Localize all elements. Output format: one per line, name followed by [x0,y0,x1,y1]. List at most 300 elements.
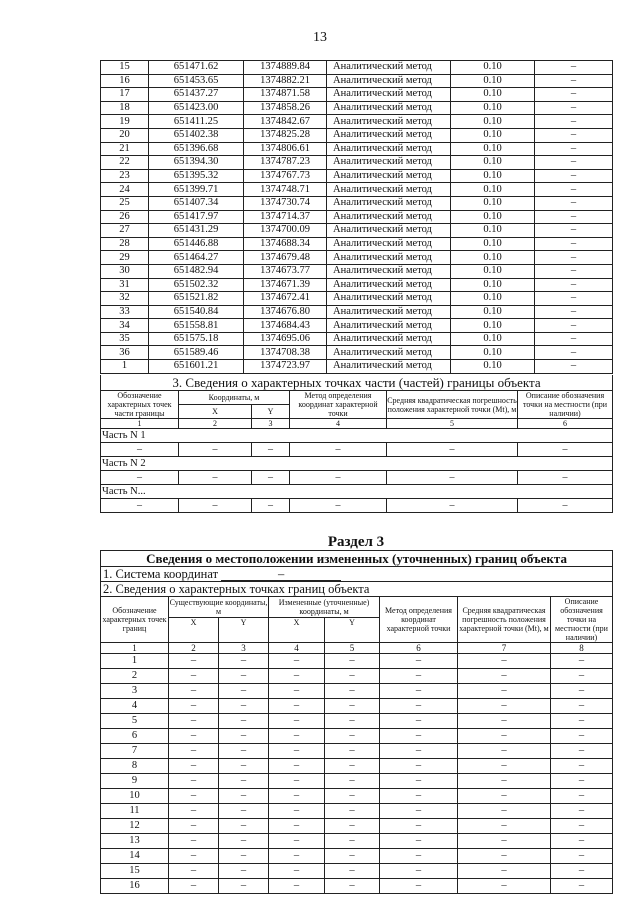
coordinate-row [101,169,613,183]
header-method: Метод определения координат характерной точки [380,597,458,643]
method: Аналитический метод [327,142,451,156]
description: – [535,196,613,210]
boundary-point-row [101,849,613,864]
coord-y: 1374767.73 [244,169,327,183]
description: – [535,128,613,142]
coordinate-row [101,156,613,170]
point-number: 5 [101,714,169,729]
boundary-point-row [101,699,613,714]
coordinate-row [101,196,613,210]
point-number: 29 [101,251,149,265]
point-number: 25 [101,196,149,210]
dash-cell: – [169,819,219,834]
dash-cell: – [551,729,613,744]
dash-cell: – [169,654,219,669]
coordinate-row [101,251,613,265]
col-num: 2 [169,643,219,654]
dash-cell: – [169,834,219,849]
method: Аналитический метод [327,319,451,333]
coordinate-row [101,224,613,238]
dash-cell: – [269,789,325,804]
header-point: Обозначение характерных точек границ [101,597,169,643]
dash-cell: – [380,729,458,744]
part-label: Часть N 2 [101,457,613,471]
coord-x: 651394.30 [149,156,244,170]
method: Аналитический метод [327,101,451,115]
point-number: 36 [101,346,149,360]
dash-cell: – [290,499,387,513]
coord-x: 651471.62 [149,61,244,75]
description: – [535,74,613,88]
coord-y: 1374714.37 [244,210,327,224]
coord-x: 651417.97 [149,210,244,224]
dash-cell: – [169,714,219,729]
header-x: X [169,618,219,643]
description: – [535,142,613,156]
dash-cell: – [325,789,380,804]
point-number: 30 [101,264,149,278]
dash-cell: – [269,804,325,819]
coord-y: 1374679.48 [244,251,327,265]
dash-cell: – [219,804,269,819]
coord-x: 651437.27 [149,88,244,102]
dash-cell: – [380,879,458,894]
dash-cell: – [551,819,613,834]
dash-cell: – [219,789,269,804]
coordinate-row [101,88,613,102]
coord-x: 651431.29 [149,224,244,238]
dash-cell: – [551,774,613,789]
dash-cell: – [551,654,613,669]
dash-cell: – [325,834,380,849]
col-num: 4 [290,419,387,429]
point-number: 16 [101,74,149,88]
boundary-point-row [101,819,613,834]
point-number: 15 [101,864,169,879]
dash-cell: – [325,774,380,789]
dash-cell: – [458,669,551,684]
dash-cell: – [380,864,458,879]
boundary-point-row [101,879,613,894]
error: 0.10 [451,156,535,170]
boundary-point-row [101,759,613,774]
dash-cell: – [219,819,269,834]
dash-cell: – [380,744,458,759]
coordinate-row [101,264,613,278]
coord-y: 1374672.41 [244,292,327,306]
coord-y: 1374748.71 [244,183,327,197]
dash-cell: – [169,774,219,789]
coord-x: 651396.68 [149,142,244,156]
method: Аналитический метод [327,61,451,75]
point-number: 26 [101,210,149,224]
col-num: 2 [179,419,252,429]
coordinate-row [101,360,613,374]
boundary-point-row [101,714,613,729]
method: Аналитический метод [327,74,451,88]
coord-y: 1374842.67 [244,115,327,129]
coordinate-system-label: 1. Система координат [103,567,219,581]
description: – [535,305,613,319]
description: – [535,115,613,129]
dash-cell: – [458,879,551,894]
dash-cell: – [269,759,325,774]
dash-cell: – [219,729,269,744]
coordinate-row [101,142,613,156]
dash-cell: – [169,729,219,744]
dash-cell: – [387,471,518,485]
error: 0.10 [451,332,535,346]
dash-cell: – [380,819,458,834]
col-num: 1 [101,643,169,654]
error: 0.10 [451,142,535,156]
dash-cell: – [269,819,325,834]
dash-cell: – [219,714,269,729]
error: 0.10 [451,61,535,75]
point-number: 1 [101,360,149,374]
error: 0.10 [451,264,535,278]
dash-cell: – [169,669,219,684]
point-number: 20 [101,128,149,142]
dash-cell: – [101,499,179,513]
dash-cell: – [269,774,325,789]
error: 0.10 [451,360,535,374]
header-y: Y [325,618,380,643]
dash-cell: – [269,684,325,699]
point-number: 4 [101,699,169,714]
col-num: 6 [380,643,458,654]
coord-x: 651402.38 [149,128,244,142]
error: 0.10 [451,169,535,183]
error: 0.10 [451,183,535,197]
boundary-point-row [101,729,613,744]
dash-cell: – [169,849,219,864]
dash-cell: – [325,654,380,669]
coord-y: 1374871.58 [244,88,327,102]
dash-cell: – [551,759,613,774]
dash-cell: – [380,804,458,819]
coord-x: 651423.00 [149,101,244,115]
description: – [535,156,613,170]
point-number: 19 [101,115,149,129]
dash-cell: – [387,443,518,457]
description: – [535,319,613,333]
dash-cell: – [269,834,325,849]
coordinate-row [101,237,613,251]
boundary-point-row [101,804,613,819]
changed-boundaries-table [100,550,613,894]
error: 0.10 [451,88,535,102]
boundary-point-row [101,789,613,804]
coord-y: 1374730.74 [244,196,327,210]
dash-cell: – [458,804,551,819]
dash-cell: – [252,471,290,485]
dash-cell: – [551,804,613,819]
header-existing: Существующие координаты, м [169,598,268,616]
coord-x: 651558.81 [149,319,244,333]
method: Аналитический метод [327,169,451,183]
coordinate-row [101,115,613,129]
description: – [535,224,613,238]
dash-cell: – [325,714,380,729]
dash-cell: – [518,499,613,513]
coord-x: 651575.18 [149,332,244,346]
dash-cell: – [458,849,551,864]
dash-cell: – [380,849,458,864]
method: Аналитический метод [327,332,451,346]
dash-cell: – [380,789,458,804]
header-point: Обозначение характерных точек части границы [101,391,179,419]
dash-cell: – [325,879,380,894]
dash-cell: – [551,834,613,849]
dash-cell: – [551,744,613,759]
dash-cell: – [518,471,613,485]
dash-cell: – [269,864,325,879]
point-number: 24 [101,183,149,197]
point-number: 8 [101,759,169,774]
point-number: 23 [101,169,149,183]
section-2-title: 2. Сведения о характерных точках границ объекта [101,582,613,597]
boundary-point-row [101,654,613,669]
dash-cell: – [458,654,551,669]
header-y: Y [252,405,290,419]
col-num: 5 [387,419,518,429]
col-num: 6 [518,419,613,429]
boundary-point-row [101,864,613,879]
point-number: 9 [101,774,169,789]
error: 0.10 [451,305,535,319]
dash-cell: – [269,654,325,669]
dash-cell: – [219,669,269,684]
dash-cell: – [269,879,325,894]
dash-cell: – [518,443,613,457]
point-number: 3 [101,684,169,699]
dash-cell: – [219,879,269,894]
col-num: 4 [269,643,325,654]
dash-cell: – [269,729,325,744]
dash-cell: – [380,699,458,714]
error: 0.10 [451,224,535,238]
dash-cell: – [169,759,219,774]
coord-y: 1374708.38 [244,346,327,360]
dash-cell: – [380,774,458,789]
coord-y: 1374676.80 [244,305,327,319]
description: – [535,264,613,278]
dash-cell: – [325,759,380,774]
dash-cell: – [219,759,269,774]
coord-x: 651601.21 [149,360,244,374]
dash-cell: – [169,879,219,894]
method: Аналитический метод [327,156,451,170]
point-number: 1 [101,654,169,669]
dash-cell: – [219,684,269,699]
page-number: 13 [313,30,327,45]
error: 0.10 [451,237,535,251]
coordinate-row [101,292,613,306]
razdel-title: Сведения о местоположении измененных (уточненных) границ объекта [101,551,613,567]
coord-x: 651502.32 [149,278,244,292]
coord-x: 651453.65 [149,74,244,88]
dash-cell: – [458,744,551,759]
dash-cell: – [325,684,380,699]
dash-cell: – [179,499,252,513]
coord-x: 651411.25 [149,115,244,129]
col-num: 3 [219,643,269,654]
error: 0.10 [451,101,535,115]
method: Аналитический метод [327,305,451,319]
dash-cell: – [169,789,219,804]
point-number: 11 [101,804,169,819]
dash-cell: – [551,849,613,864]
dash-cell: – [169,804,219,819]
method: Аналитический метод [327,292,451,306]
method: Аналитический метод [327,128,451,142]
coord-x: 651407.34 [149,196,244,210]
coord-x: 651464.27 [149,251,244,265]
method: Аналитический метод [327,264,451,278]
coord-x: 651589.46 [149,346,244,360]
coordinate-row [101,332,613,346]
point-number: 2 [101,669,169,684]
point-number: 12 [101,819,169,834]
dash-cell: – [269,699,325,714]
dash-cell: – [219,864,269,879]
coordinate-row [101,74,613,88]
description: – [535,278,613,292]
dash-cell: – [458,774,551,789]
boundary-point-row [101,774,613,789]
header-x: X [179,405,252,419]
header-error: Средняя квадратическая погрешность положения характерной точки (Mt), м [387,391,518,419]
dash-cell: – [387,499,518,513]
coordinate-row [101,319,613,333]
coordinate-system [101,567,613,582]
method: Аналитический метод [327,278,451,292]
header-desc: Описание обозначения точки на местности (при наличии) [551,597,613,643]
dash-cell: – [380,759,458,774]
coord-y: 1374858.26 [244,101,327,115]
error: 0.10 [451,346,535,360]
coord-y: 1374787.23 [244,156,327,170]
dash-cell: – [179,471,252,485]
dash-cell: – [325,744,380,759]
part-label: Часть N 1 [101,429,613,443]
header-changed: Измененные (уточненные) координаты, м [269,597,380,618]
header-x: X [269,618,325,643]
coord-x: 651521.82 [149,292,244,306]
coordinate-row [101,101,613,115]
dash-cell: – [169,744,219,759]
point-number: 18 [101,101,149,115]
coordinate-row [101,346,613,360]
dash-cell: – [219,654,269,669]
coord-y: 1374825.28 [244,128,327,142]
coordinate-row [101,61,613,75]
coordinate-row [101,278,613,292]
dash-cell: – [252,443,290,457]
coord-y: 1374695.06 [244,332,327,346]
dash-cell: – [458,864,551,879]
dash-cell: – [219,744,269,759]
dash-cell: – [290,471,387,485]
dash-cell: – [458,759,551,774]
error: 0.10 [451,196,535,210]
dash-cell: – [179,443,252,457]
part-label: Часть N... [101,485,613,499]
section-title: 3. Сведения о характерных точках части (частей) границы объекта [101,375,613,391]
coordinate-row [101,128,613,142]
error: 0.10 [451,128,535,142]
method: Аналитический метод [327,183,451,197]
dash-cell: – [380,834,458,849]
dash-cell: – [325,849,380,864]
method: Аналитический метод [327,224,451,238]
dash-cell: – [551,789,613,804]
boundary-point-row [101,834,613,849]
description: – [535,360,613,374]
point-number: 28 [101,237,149,251]
point-number: 21 [101,142,149,156]
dash-cell: – [458,699,551,714]
dash-cell: – [325,804,380,819]
dash-cell: – [551,669,613,684]
dash-cell: – [380,684,458,699]
description: – [535,210,613,224]
dash-cell: – [269,744,325,759]
col-num: 1 [101,419,179,429]
error: 0.10 [451,251,535,265]
dash-cell: – [219,834,269,849]
dash-cell: – [551,714,613,729]
description: – [535,88,613,102]
boundary-point-row [101,684,613,699]
coord-x: 651540.84 [149,305,244,319]
coord-y: 1374684.43 [244,319,327,333]
dash-cell: – [101,471,179,485]
error: 0.10 [451,278,535,292]
coord-x: 651399.71 [149,183,244,197]
dash-cell: – [269,669,325,684]
header-coords: Координаты, м [179,391,290,405]
error: 0.10 [451,115,535,129]
dash-cell: – [325,864,380,879]
point-number: 33 [101,305,149,319]
coord-y: 1374806.61 [244,142,327,156]
header-desc: Описание обозначения точки на местности (при наличии) [518,391,613,419]
col-num: 3 [252,419,290,429]
coord-x: 651446.88 [149,237,244,251]
dash-cell: – [290,443,387,457]
description: – [535,237,613,251]
method: Аналитический метод [327,88,451,102]
point-number: 17 [101,88,149,102]
method: Аналитический метод [327,115,451,129]
dash-cell: – [269,714,325,729]
header-error: Средняя квадратическая погрешность положения характерной точки (Mt), м [458,597,551,643]
description: – [535,346,613,360]
dash-cell: – [380,714,458,729]
dash-cell: – [219,774,269,789]
method: Аналитический метод [327,360,451,374]
point-number: 34 [101,319,149,333]
dash-cell: – [458,684,551,699]
dash-cell: – [458,834,551,849]
col-num: 5 [325,643,380,654]
point-number: 13 [101,834,169,849]
point-number: 10 [101,789,169,804]
coordinate-row [101,210,613,224]
razdel-heading: Раздел 3 [327,534,385,550]
